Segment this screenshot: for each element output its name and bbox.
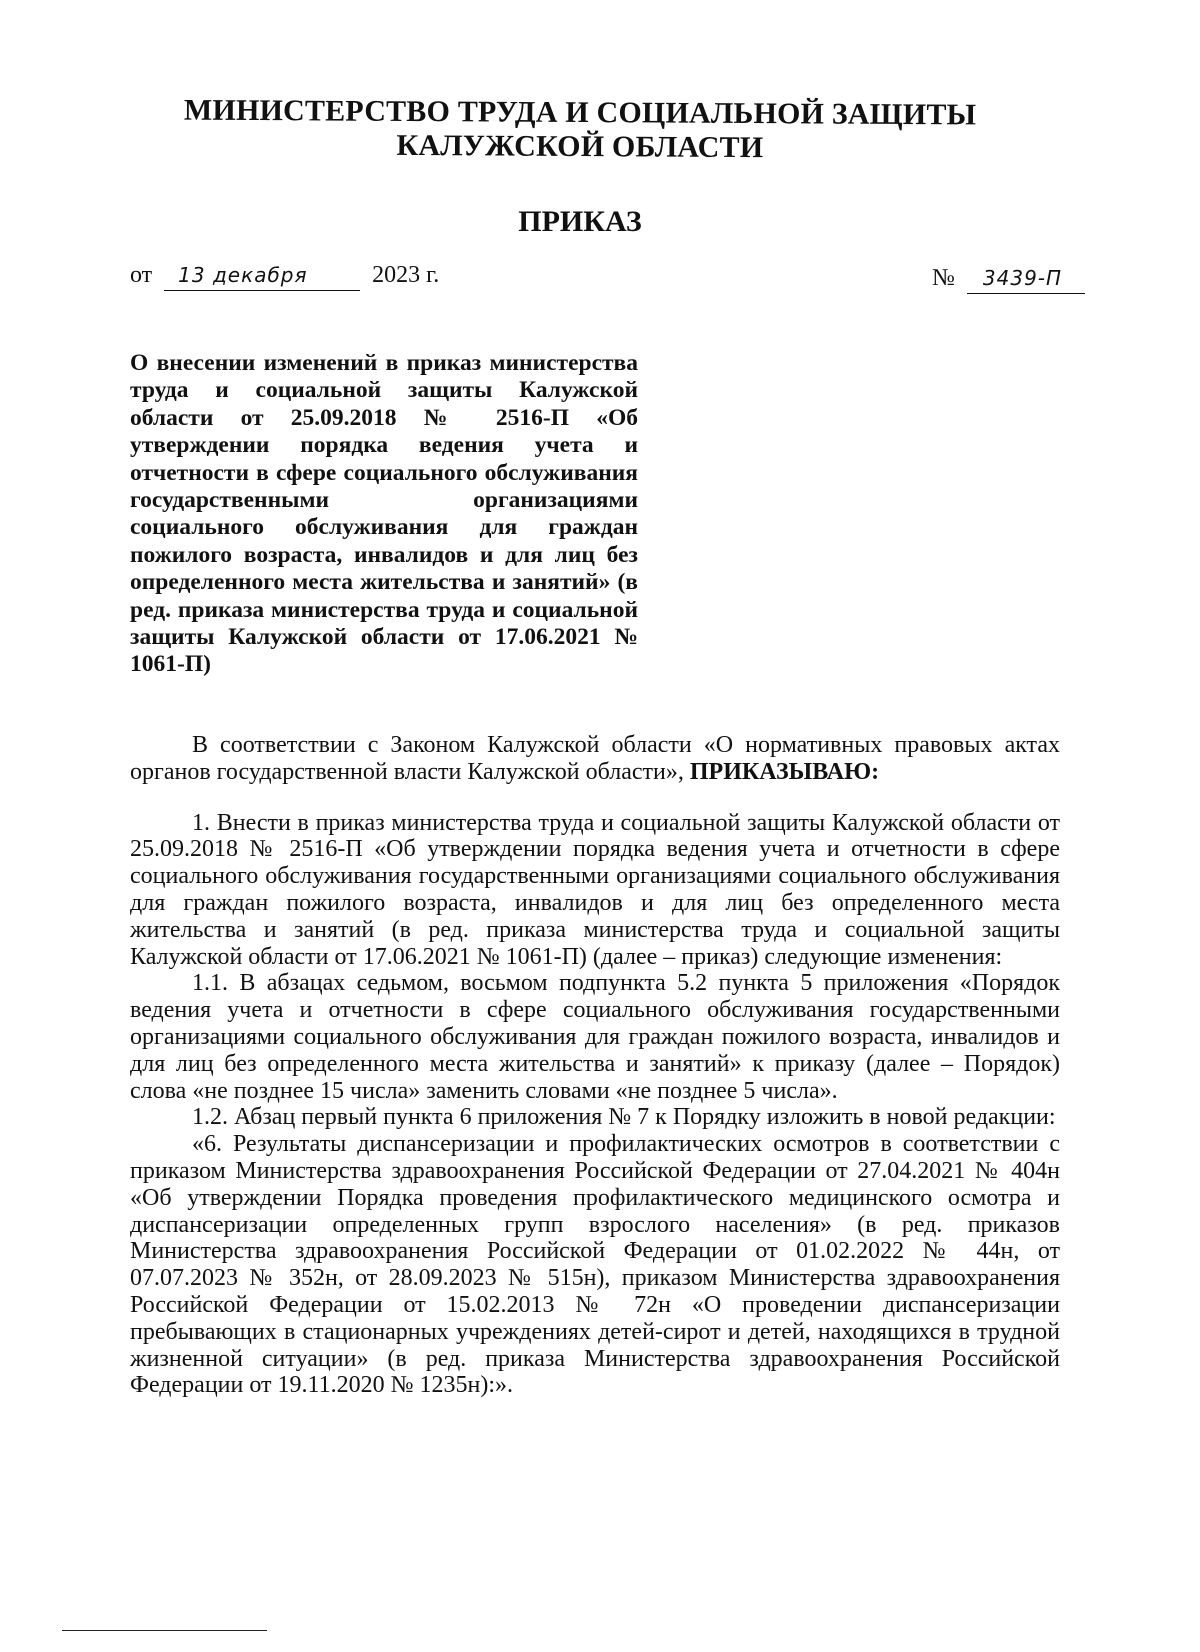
date-year: 2023 г.	[372, 262, 440, 288]
handwritten-date: 13 декабря	[178, 263, 308, 287]
ministry-title-line-2: КАЛУЖСКОЙ ОБЛАСТИ	[396, 128, 764, 165]
order-number	[932, 263, 1085, 294]
item-1-1-paragraph: 1.1. В абзацах седьмом, восьмом подпункта 5.2 пункта 5 приложения «Порядок ведения учета и отчетности в сфере социального обслуживания государственными организациями социального обслуживания для граждан пожилого возраста, инвалидов и для лиц без определенного места жительства и занятий» к приказу (далее – Порядок) слова «не позднее 15 числа» заменить словами «не позднее 5 числа».	[130, 970, 1060, 1104]
quoted-paragraph: «6. Результаты диспансеризации и профилактических осмотров в соответствии с приказом Министерства здравоохранения Российской Федерации от 27.04.2021 № 404н «Об утверждении Порядка проведения профилактического медицинского осмотра и диспансеризации определенных групп взрослого населения» (в ред. приказов Министерства здравоохранения Российской Федерации от 01.02.2022 № 44н, от 07.07.2023 № 352н, от 28.09.2023 № 515н), приказом Министерства здравоохранения Российской Федерации от 15.02.2013 № 72н «О проведении диспансеризации пребывающих в стационарных учреждениях детей-сирот и детей, находящихся в трудной жизненной ситуации» (в ред. приказа Министерства здравоохранения Российской Федерации от 19.11.2020 № 1235н):».	[130, 1131, 1060, 1399]
order-date	[130, 260, 439, 291]
order-body	[130, 732, 1060, 1399]
number-field	[967, 263, 1085, 294]
ministry-header	[150, 93, 1010, 166]
ministry-title-line-1: МИНИСТЕРСТВО ТРУДА И СОЦИАЛЬНОЙ ЗАЩИТЫ	[183, 93, 977, 132]
preamble-text: В соответствии с Законом Калужской области «О нормативных правовых актах органов государственной власти Калужской области»,	[130, 732, 1060, 785]
order-word: ПРИКАЗЫВАЮ:	[689, 758, 880, 785]
date-prefix: от	[130, 262, 153, 288]
item-1-paragraph: 1. Внести в приказ министерства труда и социальной защиты Калужской области от 25.09.2018 № 2516-П «Об утверждении порядка ведения учета и отчетности в сфере социального обслуживания государственными организациями социального обслуживания для граждан пожилого возраста, инвалидов и для лиц без определенного места жительства и занятий (в ред. приказа министерства труда и социальной защиты Калужской области от 17.06.2021 № 1061-П) (далее – приказ) следующие изменения:	[130, 809, 1060, 970]
preamble-paragraph	[130, 732, 1060, 786]
number-prefix: №	[932, 265, 955, 291]
order-subject: О внесении изменений в приказ министерства труда и социальной защиты Калужской области от 25.09.2018 № 2516-П «Об утверждении порядка ведения учета и отчетности в сфере социального обслуживания государственными организациями социального обслуживания для граждан пожилого возраста, инвалидов и для лиц без определенного места жительства и занятий» (в ред. приказа министерства труда и социальной защиты Калужской области от 17.06.2021 № 1061-П)	[130, 350, 638, 678]
date-field	[164, 260, 360, 291]
item-1-2-paragraph: 1.2. Абзац первый пункта 6 приложения № 7 к Порядку изложить в новой редакции:	[192, 1104, 1056, 1131]
footnote-divider	[62, 1630, 267, 1631]
document-type-title: ПРИКАЗ	[518, 205, 642, 238]
handwritten-number: 3439-П	[982, 266, 1063, 290]
